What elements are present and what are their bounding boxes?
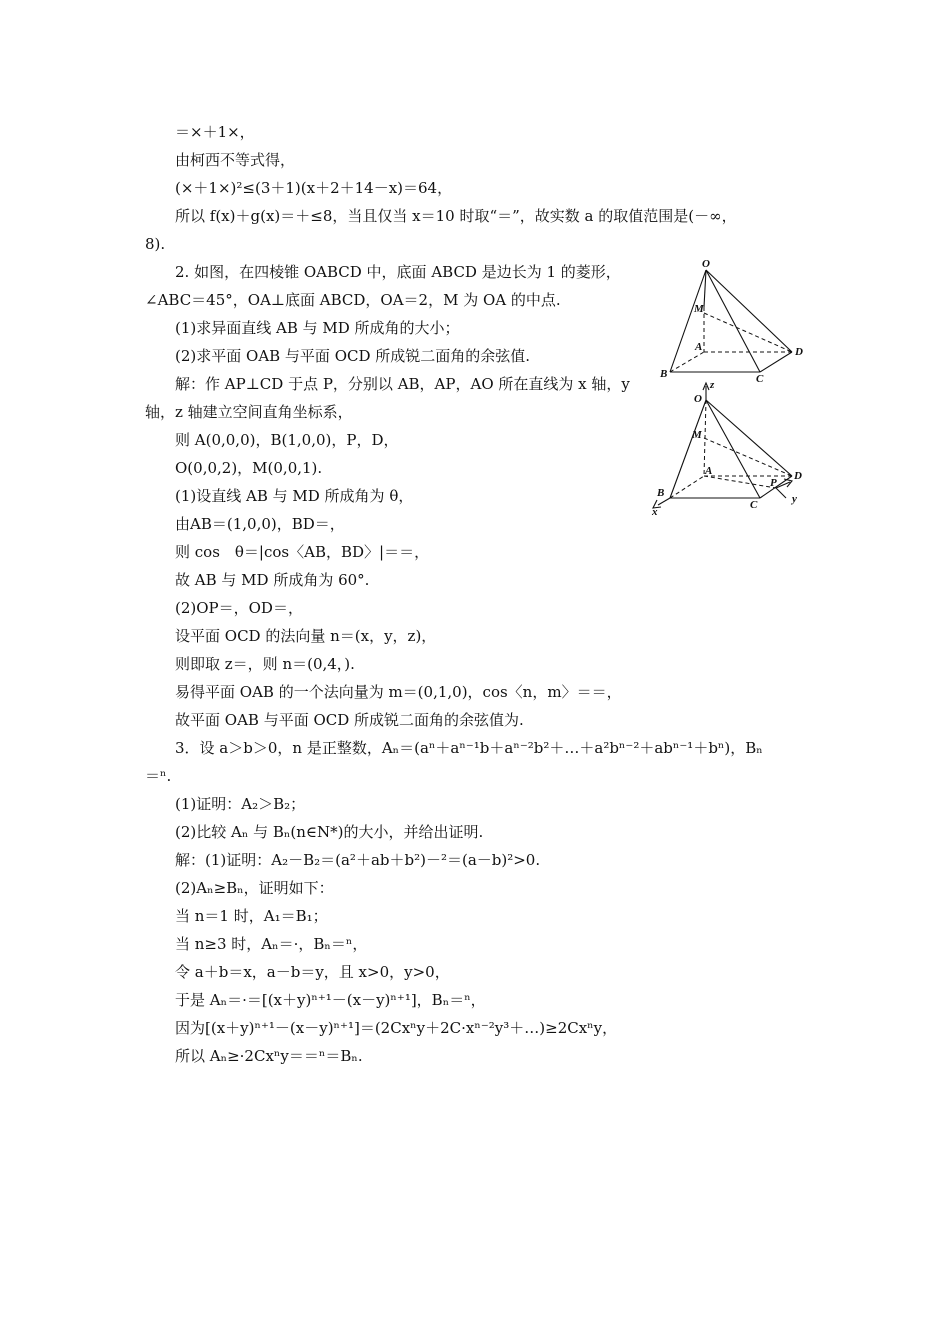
- text-line: (2)比较 Aₙ 与 Bₙ(n∈N*)的大小，并给出证明.: [175, 823, 484, 841]
- text-line: O(0,0,2)，M(0,0,1).: [175, 459, 323, 477]
- label-B: B: [660, 368, 668, 380]
- text-line: 于是 Aₙ＝·＝[(x＋y)ⁿ⁺¹－(x－y)ⁿ⁺¹]，Bₙ＝ⁿ，: [175, 991, 486, 1009]
- label-A: A: [705, 465, 713, 477]
- text-line: (2)Aₙ≥Bₙ，证明如下：: [175, 879, 334, 897]
- text-line: (2)OP＝，OD＝，: [175, 599, 303, 617]
- text-line: 易得平面 OAB 的一个法向量为 m＝(0,1,0)，cos〈n，m〉＝＝，: [175, 683, 622, 701]
- text-line: (1)证明：A₂＞B₂；: [175, 795, 306, 813]
- label-M: M: [694, 303, 704, 315]
- label-C: C: [750, 499, 758, 511]
- text-line: 当 n≥3 时，Aₙ＝·，Bₙ＝ⁿ，: [175, 935, 368, 953]
- text-line: 8).: [145, 235, 166, 253]
- problem-3-heading: 3．设 a＞b＞0，n 是正整数，Aₙ＝(aⁿ＋aⁿ⁻¹b＋aⁿ⁻²b²＋…＋a²bⁿ⁻²＋abⁿ⁻¹＋bⁿ)，Bₙ: [175, 739, 763, 757]
- label-P: P: [770, 477, 777, 489]
- text-line: 设平面 OCD 的法向量 n＝(x，y，z)，: [175, 627, 437, 645]
- pyramid-figure-1: [650, 255, 820, 385]
- text-line: 解：作 AP⊥CD 于点 P，分别以 AB，AP，AO 所在直线为 x 轴，y: [175, 375, 630, 393]
- label-O: O: [694, 393, 702, 405]
- text-line: 由AB＝(1,0,0)，BD＝，: [175, 515, 345, 533]
- label-M: M: [692, 429, 702, 441]
- pyramid-figure-2: [650, 378, 820, 518]
- text-line: 故 AB 与 MD 所成角为 60°.: [175, 571, 370, 589]
- label-D: D: [795, 346, 803, 358]
- text-line: 当 n＝1 时，A₁＝B₁；: [175, 907, 328, 925]
- label-y: y: [792, 493, 797, 505]
- label-A: A: [695, 341, 703, 353]
- text-line: ＝×＋1×，: [175, 123, 255, 141]
- text-line: (×＋1×)²≤(3＋1)(x＋2＋14－x)＝64，: [175, 179, 453, 197]
- label-O: O: [702, 258, 710, 270]
- text-line: (1)设直线 AB 与 MD 所成角为 θ，: [175, 487, 414, 505]
- label-x: x: [652, 506, 658, 518]
- label-B: B: [657, 487, 665, 499]
- text-line: 令 a＋b＝x，a－b＝y，且 x>0，y>0，: [175, 963, 450, 981]
- problem-2-heading: 2. 如图，在四棱锥 OABCD 中，底面 ABCD 是边长为 1 的菱形，: [175, 263, 621, 281]
- label-z: z: [710, 379, 715, 391]
- text-line: ∠ABC＝45°，OA⊥底面 ABCD，OA＝2，M 为 OA 的中点.: [145, 291, 561, 309]
- text-line: 因为[(x＋y)ⁿ⁺¹－(x－y)ⁿ⁺¹]＝(2Cxⁿy＋2C·xⁿ⁻²y³＋…)≥2Cxⁿy，: [175, 1019, 618, 1037]
- text-line: 则 A(0,0,0)，B(1,0,0)，P，D，: [175, 431, 399, 449]
- text-line: 所以 Aₙ≥·2Cxⁿy＝＝ⁿ＝Bₙ.: [175, 1047, 363, 1065]
- text-line: 由柯西不等式得，: [175, 151, 296, 169]
- text-line: 所以 f(x)＋g(x)＝＋≤8，当且仅当 x＝10 时取“＝”，故实数 a 的取值范围是(－∞，: [175, 207, 737, 225]
- text-line: 则即取 z＝，则 n＝(0,4，).: [175, 655, 355, 673]
- text-line: (1)求异面直线 AB 与 MD 所成角的大小；: [175, 319, 460, 337]
- text-line: 故平面 OAB 与平面 OCD 所成锐二面角的余弦值为.: [175, 711, 524, 729]
- text-line: 解：(1)证明：A₂－B₂＝(a²＋ab＋b²)－²＝(a－b)²>0.: [175, 851, 541, 869]
- label-D: D: [794, 470, 802, 482]
- text-line: ＝ⁿ.: [145, 767, 172, 785]
- label-C: C: [756, 373, 764, 385]
- text-line: 轴，z 轴建立空间直角坐标系，: [145, 403, 353, 421]
- text-line: (2)求平面 OAB 与平面 OCD 所成锐二面角的余弦值.: [175, 347, 531, 365]
- text-line: 则 cos θ＝|cos〈AB，BD〉|＝＝，: [175, 543, 430, 561]
